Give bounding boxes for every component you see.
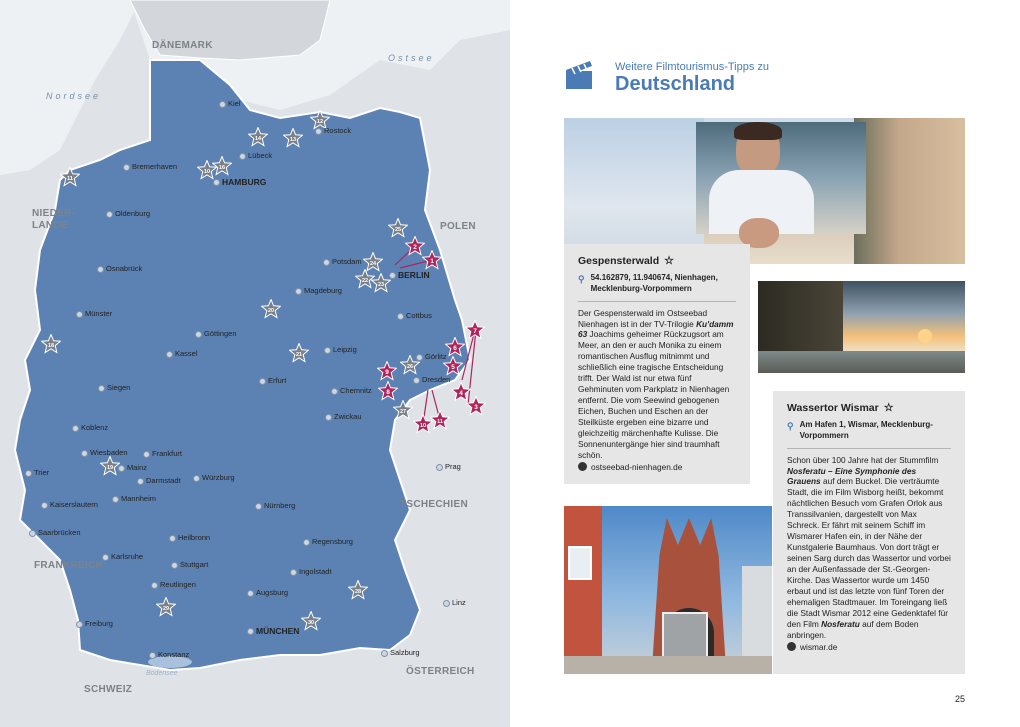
- city-dot: [381, 650, 388, 657]
- city-dot: [416, 354, 423, 361]
- city-label-frankfurt: Frankfurt: [152, 449, 183, 458]
- marker-number: 18: [47, 342, 55, 349]
- city-dot: [290, 569, 297, 576]
- article-page: [510, 0, 1020, 727]
- country-poland: POLEN: [440, 221, 476, 232]
- city-dot: [324, 347, 331, 354]
- city-dot: [213, 179, 220, 186]
- city-dot: [315, 128, 322, 135]
- card-title: Wassertor Wismar: [787, 401, 879, 414]
- city-label-magdeburg: Magdeburg: [304, 286, 342, 295]
- marker-number: 10: [203, 168, 211, 175]
- marker-number: 30: [307, 619, 315, 626]
- location-pin-icon: ⚲: [578, 274, 585, 284]
- marker-number: 22: [361, 277, 369, 284]
- city-label-augsburg: Augsburg: [256, 588, 289, 597]
- city-label-wuerzburg: Würzburg: [202, 473, 235, 482]
- marker-number: 16: [218, 164, 226, 171]
- city-label-potsdam: Potsdam: [332, 257, 362, 266]
- marker-number: 28: [354, 588, 362, 595]
- filming-location-marker-red[interactable]: [465, 320, 485, 340]
- city-dot: [331, 388, 338, 395]
- city-label-mannheim: Mannheim: [121, 494, 157, 503]
- city-label-bremerhaven: Bremerhaven: [132, 162, 178, 171]
- city-dot: [81, 450, 88, 457]
- card-address: Am Hafen 1, Wismar, Mecklenburg-Vorpommern: [799, 420, 933, 440]
- city-dot: [102, 554, 109, 561]
- filming-location-marker[interactable]: [60, 167, 80, 187]
- marker-number: 6: [453, 344, 457, 352]
- star-icon: ☆: [664, 255, 674, 267]
- star-icon: ☆: [883, 402, 894, 414]
- marker-number: 3: [474, 403, 478, 411]
- marker-number: 8: [386, 388, 390, 396]
- city-label-osnabrueck: Osnabrück: [106, 264, 143, 273]
- city-label-darmstadt: Darmstadt: [146, 476, 181, 485]
- country-netherlands: NIEDER- LANDE: [32, 208, 76, 231]
- city-label-rostock: Rostock: [324, 126, 352, 135]
- filming-location-marker[interactable]: [371, 273, 391, 293]
- city-label-kiel: Kiel: [228, 99, 241, 108]
- city-dot: [76, 311, 83, 318]
- marker-number: 23: [377, 281, 385, 288]
- city-dot: [259, 378, 266, 385]
- marker-number: 29: [162, 605, 170, 612]
- filming-location-marker[interactable]: [388, 218, 408, 238]
- page-number: 25: [955, 694, 966, 704]
- card-address: 54.162879, 11.940674, Nienhagen, Mecklenburg-Vorpommern: [590, 273, 718, 293]
- marker-number: 11: [437, 418, 443, 425]
- header-title: Deutschland: [615, 73, 736, 95]
- marker-number: 26: [406, 363, 414, 370]
- city-dot: [247, 590, 254, 597]
- country-denmark: DÄNEMARK: [152, 40, 213, 51]
- city-dot: [436, 464, 443, 471]
- country-france: FRANKREICH: [34, 560, 104, 571]
- city-dot: [397, 313, 404, 320]
- marker-number: 9: [385, 368, 389, 376]
- filming-location-marker-red[interactable]: [466, 396, 486, 416]
- website-link[interactable]: wismar.de: [800, 641, 838, 652]
- filming-location-marker-red[interactable]: [377, 361, 397, 381]
- globe-icon: [787, 642, 796, 651]
- filming-location-marker[interactable]: [100, 456, 120, 476]
- city-label-heilbronn: Heilbronn: [178, 533, 211, 542]
- divider: [578, 301, 736, 302]
- city-dot: [443, 600, 450, 607]
- clapperboard-icon: [564, 55, 594, 91]
- filming-location-marker[interactable]: [348, 580, 368, 600]
- location-pin-icon: ⚲: [787, 421, 794, 431]
- city-label-dresden: Dresden: [422, 375, 451, 384]
- city-dot: [72, 425, 79, 432]
- marker-number: 19: [106, 464, 114, 471]
- country-switzerland: SCHWEIZ: [84, 684, 133, 695]
- filming-location-marker[interactable]: [261, 299, 281, 319]
- city-dot: [143, 451, 150, 458]
- city-label-mainz: Mainz: [127, 463, 148, 472]
- marker-number: 7: [473, 327, 477, 335]
- lake-bodensee: Bodensee: [146, 670, 178, 677]
- filming-location-marker-red[interactable]: [445, 337, 465, 357]
- city-dot: [123, 164, 130, 171]
- city-label-oldenburg: Oldenburg: [115, 209, 151, 218]
- city-dot: [169, 535, 176, 542]
- marker-number: 10: [419, 422, 427, 429]
- marker-number: 25: [394, 226, 402, 233]
- city-dot: [171, 562, 178, 569]
- filming-location-marker[interactable]: [212, 156, 232, 176]
- city-label-muenchen: MÜNCHEN: [256, 626, 300, 636]
- card-body: Der Gespensterwald im Ostseebad Nienhagen ist in der TV-Trilogie Ku'damm 63 Joachims geheimer Rückzugsort am Meer, an den er auch Monika zu einem romantischen Ausflug mitnimmt und schließlich eine tragische Entscheidung trifft. Der Wald ist nur etwa fünf Gehminuten vom Parkplatz in Nienhagen entfernt. Die vom Seewind gebogenen Eichen, Buchen und Eschen an der Steilküste ergeben eine bizarre und gleichzeitig märchenhafte Kulisse. Die Sonnenuntergänge hier sind traumhaft schön.: [578, 307, 734, 460]
- city-dot: [303, 539, 310, 546]
- city-label-berlin: BERLIN: [398, 270, 430, 280]
- city-label-erfurt: Erfurt: [268, 376, 287, 385]
- globe-icon: [578, 462, 587, 471]
- filming-location-marker-red[interactable]: [378, 381, 398, 401]
- city-dot: [323, 259, 330, 266]
- marker-number: 2: [413, 243, 417, 251]
- city-label-chemnitz: Chemnitz: [340, 386, 372, 395]
- filming-location-marker[interactable]: [248, 127, 268, 147]
- city-dot: [219, 101, 226, 108]
- city-dot: [149, 652, 156, 659]
- marker-number: 12: [316, 118, 324, 125]
- filming-location-marker[interactable]: [283, 128, 303, 148]
- country-czech: TSCHECHIEN: [400, 499, 469, 510]
- marker-number: 24: [369, 260, 377, 267]
- filming-location-marker[interactable]: [41, 334, 61, 354]
- city-label-freiburg: Freiburg: [85, 619, 113, 628]
- city-label-zwickau: Zwickau: [334, 412, 362, 421]
- card-gespensterwald: [564, 244, 750, 484]
- marker-number: 4: [459, 389, 463, 397]
- city-dot: [118, 465, 125, 472]
- city-dot: [98, 385, 105, 392]
- marker-number: 1: [430, 257, 434, 265]
- city-dot: [151, 582, 158, 589]
- country-austria: ÖSTERREICH: [406, 666, 475, 677]
- city-dot: [112, 496, 119, 503]
- divider: [787, 448, 951, 449]
- city-dot: [195, 331, 202, 338]
- website-link[interactable]: ostseebad-nienhagen.de: [591, 461, 683, 472]
- marker-number: 14: [254, 135, 262, 142]
- city-label-saarbruecken: Saarbrücken: [38, 528, 81, 537]
- city-dot: [239, 153, 246, 160]
- city-dot: [193, 475, 200, 482]
- filming-location-marker-red[interactable]: [422, 250, 442, 270]
- city-label-regensburg: Regensburg: [312, 537, 353, 546]
- city-label-muenster: Münster: [85, 309, 113, 318]
- city-dot: [25, 470, 32, 477]
- city-dot: [247, 628, 254, 635]
- city-dot: [97, 266, 104, 273]
- city-label-goerlitz: Görlitz: [425, 352, 447, 361]
- city-label-kassel: Kassel: [175, 349, 198, 358]
- filming-location-marker[interactable]: [156, 597, 176, 617]
- city-label-stuttgart: Stuttgart: [180, 560, 209, 569]
- marker-number: 21: [295, 351, 303, 358]
- city-label-karlsruhe: Karlsruhe: [111, 552, 144, 561]
- photo-gespensterwald-scene: [564, 118, 965, 264]
- header-subtitle: Weitere Filmtourismus-Tipps zu: [615, 61, 770, 73]
- city-dot: [413, 377, 420, 384]
- sea-north: Nordsee: [46, 91, 102, 101]
- city-label-siegen: Siegen: [107, 383, 131, 392]
- card-wassertor: [773, 391, 965, 674]
- city-label-luebeck: Lübeck: [248, 151, 273, 160]
- marker-number: 20: [267, 307, 275, 314]
- city-label-cottbus: Cottbus: [406, 311, 432, 320]
- photo-wassertor: [564, 506, 772, 674]
- marker-number: 13: [289, 136, 297, 143]
- city-dot: [76, 621, 83, 628]
- city-dot: [295, 288, 302, 295]
- city-label-goettingen: Göttingen: [204, 329, 237, 338]
- sea-baltic: Ostsee: [388, 53, 435, 63]
- filming-location-marker[interactable]: [393, 400, 413, 420]
- city-dot: [325, 414, 332, 421]
- card-title: Gespensterwald: [578, 254, 660, 267]
- city-dot: [166, 351, 173, 358]
- city-label-wiesbaden: Wiesbaden: [90, 448, 128, 457]
- filming-location-marker-red[interactable]: [430, 410, 450, 430]
- city-label-nuernberg: Nürnberg: [264, 501, 296, 510]
- photo-gespensterwald-sunset: [758, 281, 965, 373]
- city-dot: [41, 502, 48, 509]
- city-label-ingolstadt: Ingolstadt: [299, 567, 332, 576]
- city-dot: [255, 503, 262, 510]
- city-label-trier: Trier: [34, 468, 50, 477]
- marker-number: 27: [399, 408, 407, 415]
- city-label-konstanz: Konstanz: [158, 650, 190, 659]
- city-dot: [389, 272, 396, 279]
- city-label-koblenz: Koblenz: [81, 423, 109, 432]
- city-label-kaiserslautern: Kaiserslautern: [50, 500, 98, 509]
- city-dot: [106, 211, 113, 218]
- filming-location-marker[interactable]: [289, 343, 309, 363]
- marker-number: 11: [67, 175, 73, 182]
- filming-location-marker[interactable]: [301, 611, 321, 631]
- marker-number: 5: [451, 363, 455, 371]
- card-body: Schon über 100 Jahre hat der Stummfilm Nosferatu – Eine Symphonie des Grauens auf dem Buckel. Die verträumte Stadt, die im Film Wisborg heißt, bekommt nächtlichen Besuch vom Grafen Orlok aus Transsilvanien, dargestellt von Max Schreck. Er fährt mit seinem Schiff im Wismarer Hafen ein, in der Nähe der Kunstgalerie Baumhaus. Von dort trägt er seinen Sarg durch das Wassertor und vorbei an der Außenfassade der St.-Georgen-Kirche. Das Wassertor wurde um 1450 erbaut und ist das letzte von fünf Toren der ehemaligen Stadtmauer. Im Toreingang ließ die Stadt Wismar 2012 eine Gedenktafel für den Film Nosferatu auf dem Boden anbringen.: [787, 454, 951, 640]
- city-label-reutlingen: Reutlingen: [160, 580, 196, 589]
- city-dot: [29, 530, 36, 537]
- city-label-leipzig: Leipzig: [333, 345, 357, 354]
- city-label-hamburg: HAMBURG: [222, 177, 267, 187]
- city-label-linz: Linz: [452, 598, 466, 607]
- city-label-prag: Prag: [445, 462, 461, 471]
- city-dot: [137, 478, 144, 485]
- city-label-salzburg: Salzburg: [390, 648, 420, 657]
